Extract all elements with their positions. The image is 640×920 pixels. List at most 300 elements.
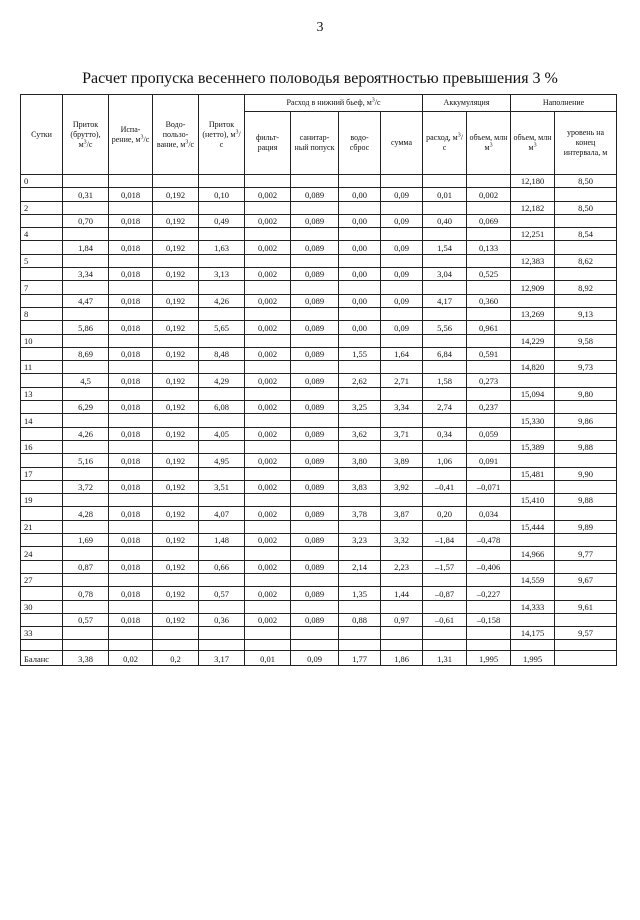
value-cell: 0,089 <box>291 454 339 467</box>
value-cell: 0,192 <box>153 480 199 493</box>
empty-cell <box>63 334 109 347</box>
value-cell: 6,08 <box>199 401 245 414</box>
empty-cell <box>109 520 153 533</box>
value-cell: –0,478 <box>467 534 511 547</box>
value-cell: 2,71 <box>381 374 423 387</box>
value-cell: 0,09 <box>381 321 423 334</box>
value-cell: 0,525 <box>467 268 511 281</box>
empty-cell <box>63 201 109 214</box>
value-cell: 0,237 <box>467 401 511 414</box>
interval-row <box>21 347 617 360</box>
empty-cell <box>291 387 339 400</box>
value-cell: 4,95 <box>199 454 245 467</box>
value-cell: 1,84 <box>63 241 109 254</box>
value-cell: 0,192 <box>153 268 199 281</box>
empty-cell <box>423 414 467 427</box>
empty-cell <box>245 520 291 533</box>
value-cell: 0,192 <box>153 534 199 547</box>
empty-cell <box>511 347 555 360</box>
empty-cell <box>21 268 63 281</box>
empty-cell <box>467 387 511 400</box>
empty-cell <box>109 281 153 294</box>
value-cell: 0,192 <box>153 507 199 520</box>
value-cell: 0,09 <box>381 188 423 201</box>
fill-level-cell: 9,13 <box>555 307 617 320</box>
value-cell: 0,018 <box>109 268 153 281</box>
empty-cell <box>291 361 339 374</box>
empty-cell <box>339 640 381 651</box>
value-cell: 0,192 <box>153 294 199 307</box>
day-row <box>21 228 617 241</box>
empty-cell <box>21 454 63 467</box>
empty-cell <box>423 600 467 613</box>
value-cell: 0,089 <box>291 347 339 360</box>
empty-cell <box>21 401 63 414</box>
fill-level-cell: 9,88 <box>555 440 617 453</box>
empty-cell <box>511 214 555 227</box>
value-cell: 0,57 <box>63 613 109 626</box>
empty-cell <box>381 307 423 320</box>
empty-cell <box>511 640 555 651</box>
empty-cell <box>291 494 339 507</box>
empty-cell <box>153 281 199 294</box>
value-cell: 0,961 <box>467 321 511 334</box>
value-cell: 0,002 <box>467 188 511 201</box>
empty-cell <box>153 627 199 640</box>
fill-volume-cell: 15,094 <box>511 387 555 400</box>
value-cell: 0,089 <box>291 534 339 547</box>
empty-cell <box>467 640 511 651</box>
empty-cell <box>339 307 381 320</box>
empty-cell <box>339 547 381 560</box>
fill-level-cell: 9,89 <box>555 520 617 533</box>
value-cell: 3,62 <box>339 427 381 440</box>
value-cell: 0,089 <box>291 560 339 573</box>
empty-cell <box>199 201 245 214</box>
empty-cell <box>467 467 511 480</box>
value-cell: 0,192 <box>153 188 199 201</box>
value-cell: 0,70 <box>63 214 109 227</box>
value-cell: 5,16 <box>63 454 109 467</box>
empty-cell <box>153 334 199 347</box>
balance-cell: 1,86 <box>381 651 423 666</box>
value-cell: 0,192 <box>153 560 199 573</box>
value-cell: 0,31 <box>63 188 109 201</box>
day-cell: 33 <box>21 627 63 640</box>
fill-level-cell: 9,57 <box>555 627 617 640</box>
day-cell: 21 <box>21 520 63 533</box>
empty-cell <box>199 573 245 586</box>
empty-cell <box>63 547 109 560</box>
header-sum: сумма <box>381 112 423 175</box>
value-cell: 0,002 <box>245 294 291 307</box>
day-row <box>21 494 617 507</box>
empty-cell <box>467 254 511 267</box>
value-cell: 4,05 <box>199 427 245 440</box>
empty-cell <box>423 573 467 586</box>
value-cell: 0,034 <box>467 507 511 520</box>
value-cell: 0,97 <box>381 613 423 626</box>
value-cell: –0,41 <box>423 480 467 493</box>
empty-cell <box>63 254 109 267</box>
empty-cell <box>423 201 467 214</box>
empty-cell <box>109 600 153 613</box>
value-cell: 0,192 <box>153 321 199 334</box>
value-cell: 0,192 <box>153 454 199 467</box>
empty-cell <box>467 201 511 214</box>
empty-cell <box>245 201 291 214</box>
value-cell: 0,09 <box>381 268 423 281</box>
value-cell: –0,071 <box>467 480 511 493</box>
value-cell: 0,002 <box>245 427 291 440</box>
header-day: Сутки <box>21 95 63 175</box>
balance-cell: 1,77 <box>339 651 381 666</box>
value-cell: 1,55 <box>339 347 381 360</box>
empty-cell <box>291 547 339 560</box>
header-acc-volume: объем, млн $м^3$ <box>467 112 511 175</box>
empty-cell <box>467 281 511 294</box>
empty-cell <box>291 640 339 651</box>
value-cell: 0,018 <box>109 480 153 493</box>
value-cell: 3,78 <box>339 507 381 520</box>
day-cell: 7 <box>21 281 63 294</box>
value-cell: 0,09 <box>381 214 423 227</box>
fill-volume-cell: 15,389 <box>511 440 555 453</box>
value-cell: –0,227 <box>467 587 511 600</box>
value-cell: 3,92 <box>381 480 423 493</box>
empty-cell <box>511 374 555 387</box>
empty-cell <box>199 440 245 453</box>
balance-cell: 0,02 <box>109 651 153 666</box>
value-cell: 3,80 <box>339 454 381 467</box>
value-cell: 8,69 <box>63 347 109 360</box>
empty-cell <box>423 467 467 480</box>
empty-cell <box>291 254 339 267</box>
fill-volume-cell: 15,481 <box>511 467 555 480</box>
empty-cell <box>63 281 109 294</box>
empty-cell <box>21 241 63 254</box>
value-cell: 0,002 <box>245 347 291 360</box>
empty-cell <box>467 361 511 374</box>
empty-cell <box>153 573 199 586</box>
empty-cell <box>245 254 291 267</box>
fill-level-cell: 9,90 <box>555 467 617 480</box>
empty-cell <box>63 467 109 480</box>
empty-cell <box>423 547 467 560</box>
fill-volume-cell: 14,559 <box>511 573 555 586</box>
empty-cell <box>555 507 617 520</box>
day-cell: 24 <box>21 547 63 560</box>
empty-cell <box>153 175 199 188</box>
day-row <box>21 440 617 453</box>
empty-cell <box>21 613 63 626</box>
empty-cell <box>109 494 153 507</box>
empty-cell <box>423 440 467 453</box>
fill-volume-cell: 14,229 <box>511 334 555 347</box>
empty-cell <box>339 414 381 427</box>
empty-cell <box>245 307 291 320</box>
empty-cell <box>555 454 617 467</box>
empty-cell <box>511 560 555 573</box>
value-cell: 0,089 <box>291 374 339 387</box>
value-cell: 3,13 <box>199 268 245 281</box>
value-cell: 0,018 <box>109 374 153 387</box>
empty-cell <box>63 307 109 320</box>
empty-cell <box>153 547 199 560</box>
empty-cell <box>511 587 555 600</box>
value-cell: 0,00 <box>339 321 381 334</box>
day-row <box>21 307 617 320</box>
empty-cell <box>511 427 555 440</box>
interval-row <box>21 587 617 600</box>
empty-cell <box>423 387 467 400</box>
empty-cell <box>339 175 381 188</box>
fill-level-cell: 8,54 <box>555 228 617 241</box>
value-cell: 6,29 <box>63 401 109 414</box>
empty-cell <box>291 627 339 640</box>
empty-cell <box>381 254 423 267</box>
empty-cell <box>245 640 291 651</box>
interval-row <box>21 241 617 254</box>
fill-volume-cell: 14,333 <box>511 600 555 613</box>
empty-cell <box>63 573 109 586</box>
day-cell: 11 <box>21 361 63 374</box>
value-cell: 0,018 <box>109 454 153 467</box>
value-cell: 3,87 <box>381 507 423 520</box>
empty-cell <box>153 494 199 507</box>
empty-cell <box>291 228 339 241</box>
value-cell: 0,002 <box>245 613 291 626</box>
day-row <box>21 175 617 188</box>
empty-cell <box>245 228 291 241</box>
value-cell: 0,002 <box>245 534 291 547</box>
empty-cell <box>109 573 153 586</box>
empty-cell <box>245 440 291 453</box>
day-cell: 2 <box>21 201 63 214</box>
value-cell: 4,28 <box>63 507 109 520</box>
empty-cell <box>153 361 199 374</box>
value-cell: 0,192 <box>153 587 199 600</box>
empty-cell <box>423 334 467 347</box>
empty-cell <box>199 387 245 400</box>
empty-cell <box>381 573 423 586</box>
value-cell: 0,20 <box>423 507 467 520</box>
day-cell: 19 <box>21 494 63 507</box>
value-cell: 3,89 <box>381 454 423 467</box>
value-cell: 0,00 <box>339 268 381 281</box>
header-inflow-net: Приток (нетто), $м^3/с$ <box>199 95 245 175</box>
empty-cell <box>63 627 109 640</box>
empty-cell <box>245 627 291 640</box>
empty-cell <box>109 627 153 640</box>
value-cell: 4,29 <box>199 374 245 387</box>
value-cell: 0,018 <box>109 321 153 334</box>
value-cell: 2,23 <box>381 560 423 573</box>
day-row <box>21 547 617 560</box>
empty-cell <box>511 507 555 520</box>
empty-cell <box>245 414 291 427</box>
empty-cell <box>245 547 291 560</box>
value-cell: 2,74 <box>423 401 467 414</box>
empty-cell <box>63 228 109 241</box>
value-cell: 0,002 <box>245 587 291 600</box>
empty-cell <box>63 387 109 400</box>
empty-cell <box>339 467 381 480</box>
balance-cell: 3,38 <box>63 651 109 666</box>
balance-cell: 1,995 <box>467 651 511 666</box>
empty-cell <box>423 520 467 533</box>
balance-cell: 1,995 <box>511 651 555 666</box>
empty-cell <box>153 440 199 453</box>
value-cell: 0,089 <box>291 241 339 254</box>
value-cell: 0,089 <box>291 268 339 281</box>
empty-cell <box>511 401 555 414</box>
value-cell: –1,84 <box>423 534 467 547</box>
table-title: Расчет пропуска весеннего половодья вероятностью превышения 3 % <box>82 70 558 87</box>
day-cell: 0 <box>21 175 63 188</box>
day-cell: 30 <box>21 600 63 613</box>
empty-cell <box>199 640 245 651</box>
fill-level-cell: 9,88 <box>555 494 617 507</box>
empty-cell <box>339 627 381 640</box>
header-acc-flow: расход, $м^3/с$ <box>423 112 467 175</box>
empty-cell <box>291 600 339 613</box>
empty-cell <box>381 640 423 651</box>
value-cell: 0,133 <box>467 241 511 254</box>
table-body <box>21 175 617 666</box>
empty-cell <box>109 175 153 188</box>
value-cell: 3,23 <box>339 534 381 547</box>
day-row <box>21 414 617 427</box>
day-row <box>21 254 617 267</box>
value-cell: 4,07 <box>199 507 245 520</box>
day-cell: 13 <box>21 387 63 400</box>
empty-cell <box>199 520 245 533</box>
empty-cell <box>199 361 245 374</box>
fill-volume-cell: 12,182 <box>511 201 555 214</box>
day-cell: 8 <box>21 307 63 320</box>
empty-cell <box>291 573 339 586</box>
empty-cell <box>21 294 63 307</box>
empty-cell <box>381 600 423 613</box>
value-cell: 0,002 <box>245 454 291 467</box>
fill-level-cell: 9,80 <box>555 387 617 400</box>
fill-level-cell: 8,50 <box>555 201 617 214</box>
value-cell: 0,002 <box>245 374 291 387</box>
value-cell: 0,10 <box>199 188 245 201</box>
empty-cell <box>291 467 339 480</box>
value-cell: 0,002 <box>245 214 291 227</box>
value-cell: 0,34 <box>423 427 467 440</box>
empty-cell <box>339 334 381 347</box>
empty-cell <box>109 414 153 427</box>
empty-cell <box>291 175 339 188</box>
empty-cell <box>555 321 617 334</box>
fill-volume-cell: 13,269 <box>511 307 555 320</box>
day-row <box>21 387 617 400</box>
empty-cell <box>153 387 199 400</box>
empty-cell <box>245 573 291 586</box>
day-cell: 16 <box>21 440 63 453</box>
value-cell: 0,089 <box>291 401 339 414</box>
value-cell: 0,00 <box>339 188 381 201</box>
empty-cell <box>467 175 511 188</box>
empty-cell <box>555 427 617 440</box>
empty-cell <box>153 600 199 613</box>
interval-row <box>21 214 617 227</box>
empty-cell <box>381 414 423 427</box>
header-sanitary: санитар-ный попуск <box>291 112 339 175</box>
empty-cell <box>199 494 245 507</box>
empty-cell <box>109 334 153 347</box>
empty-cell <box>381 547 423 560</box>
empty-cell <box>21 640 63 651</box>
interval-row <box>21 401 617 414</box>
empty-cell <box>423 307 467 320</box>
value-cell: 1,48 <box>199 534 245 547</box>
fill-volume-cell: 15,330 <box>511 414 555 427</box>
balance-cell: 1,31 <box>423 651 467 666</box>
empty-cell <box>555 347 617 360</box>
empty-cell <box>555 268 617 281</box>
fill-volume-cell: 12,383 <box>511 254 555 267</box>
empty-cell <box>109 361 153 374</box>
empty-cell <box>109 254 153 267</box>
empty-cell <box>467 520 511 533</box>
balance-cell: 0,2 <box>153 651 199 666</box>
value-cell: 0,018 <box>109 294 153 307</box>
empty-cell <box>153 520 199 533</box>
interval-row <box>21 560 617 573</box>
fill-volume-cell: 15,444 <box>511 520 555 533</box>
value-cell: 3,34 <box>381 401 423 414</box>
empty-cell <box>467 627 511 640</box>
empty-cell <box>245 281 291 294</box>
empty-cell <box>245 467 291 480</box>
header-inflow-gross: Приток (брутто), $м^3/с$ <box>63 95 109 175</box>
value-cell: 4,17 <box>423 294 467 307</box>
empty-cell <box>423 494 467 507</box>
empty-cell <box>199 281 245 294</box>
empty-cell <box>109 228 153 241</box>
empty-cell <box>381 520 423 533</box>
empty-cell <box>381 281 423 294</box>
empty-cell <box>245 175 291 188</box>
empty-cell <box>423 640 467 651</box>
empty-cell <box>109 387 153 400</box>
empty-cell <box>63 494 109 507</box>
empty-cell <box>291 307 339 320</box>
empty-cell <box>153 307 199 320</box>
value-cell: 0,09 <box>381 241 423 254</box>
header-evaporation: Испа-рение, $м^3/с$ <box>109 95 153 175</box>
value-cell: 1,69 <box>63 534 109 547</box>
empty-cell <box>153 414 199 427</box>
empty-cell <box>199 414 245 427</box>
value-cell: 6,84 <box>423 347 467 360</box>
empty-cell <box>423 254 467 267</box>
empty-cell <box>21 347 63 360</box>
value-cell: 4,26 <box>199 294 245 307</box>
value-cell: 0,089 <box>291 188 339 201</box>
empty-cell <box>381 627 423 640</box>
empty-cell <box>555 534 617 547</box>
value-cell: 3,83 <box>339 480 381 493</box>
empty-cell <box>199 467 245 480</box>
fill-level-cell: 8,92 <box>555 281 617 294</box>
empty-cell <box>381 175 423 188</box>
header-filtration: фильт-рация <box>245 112 291 175</box>
